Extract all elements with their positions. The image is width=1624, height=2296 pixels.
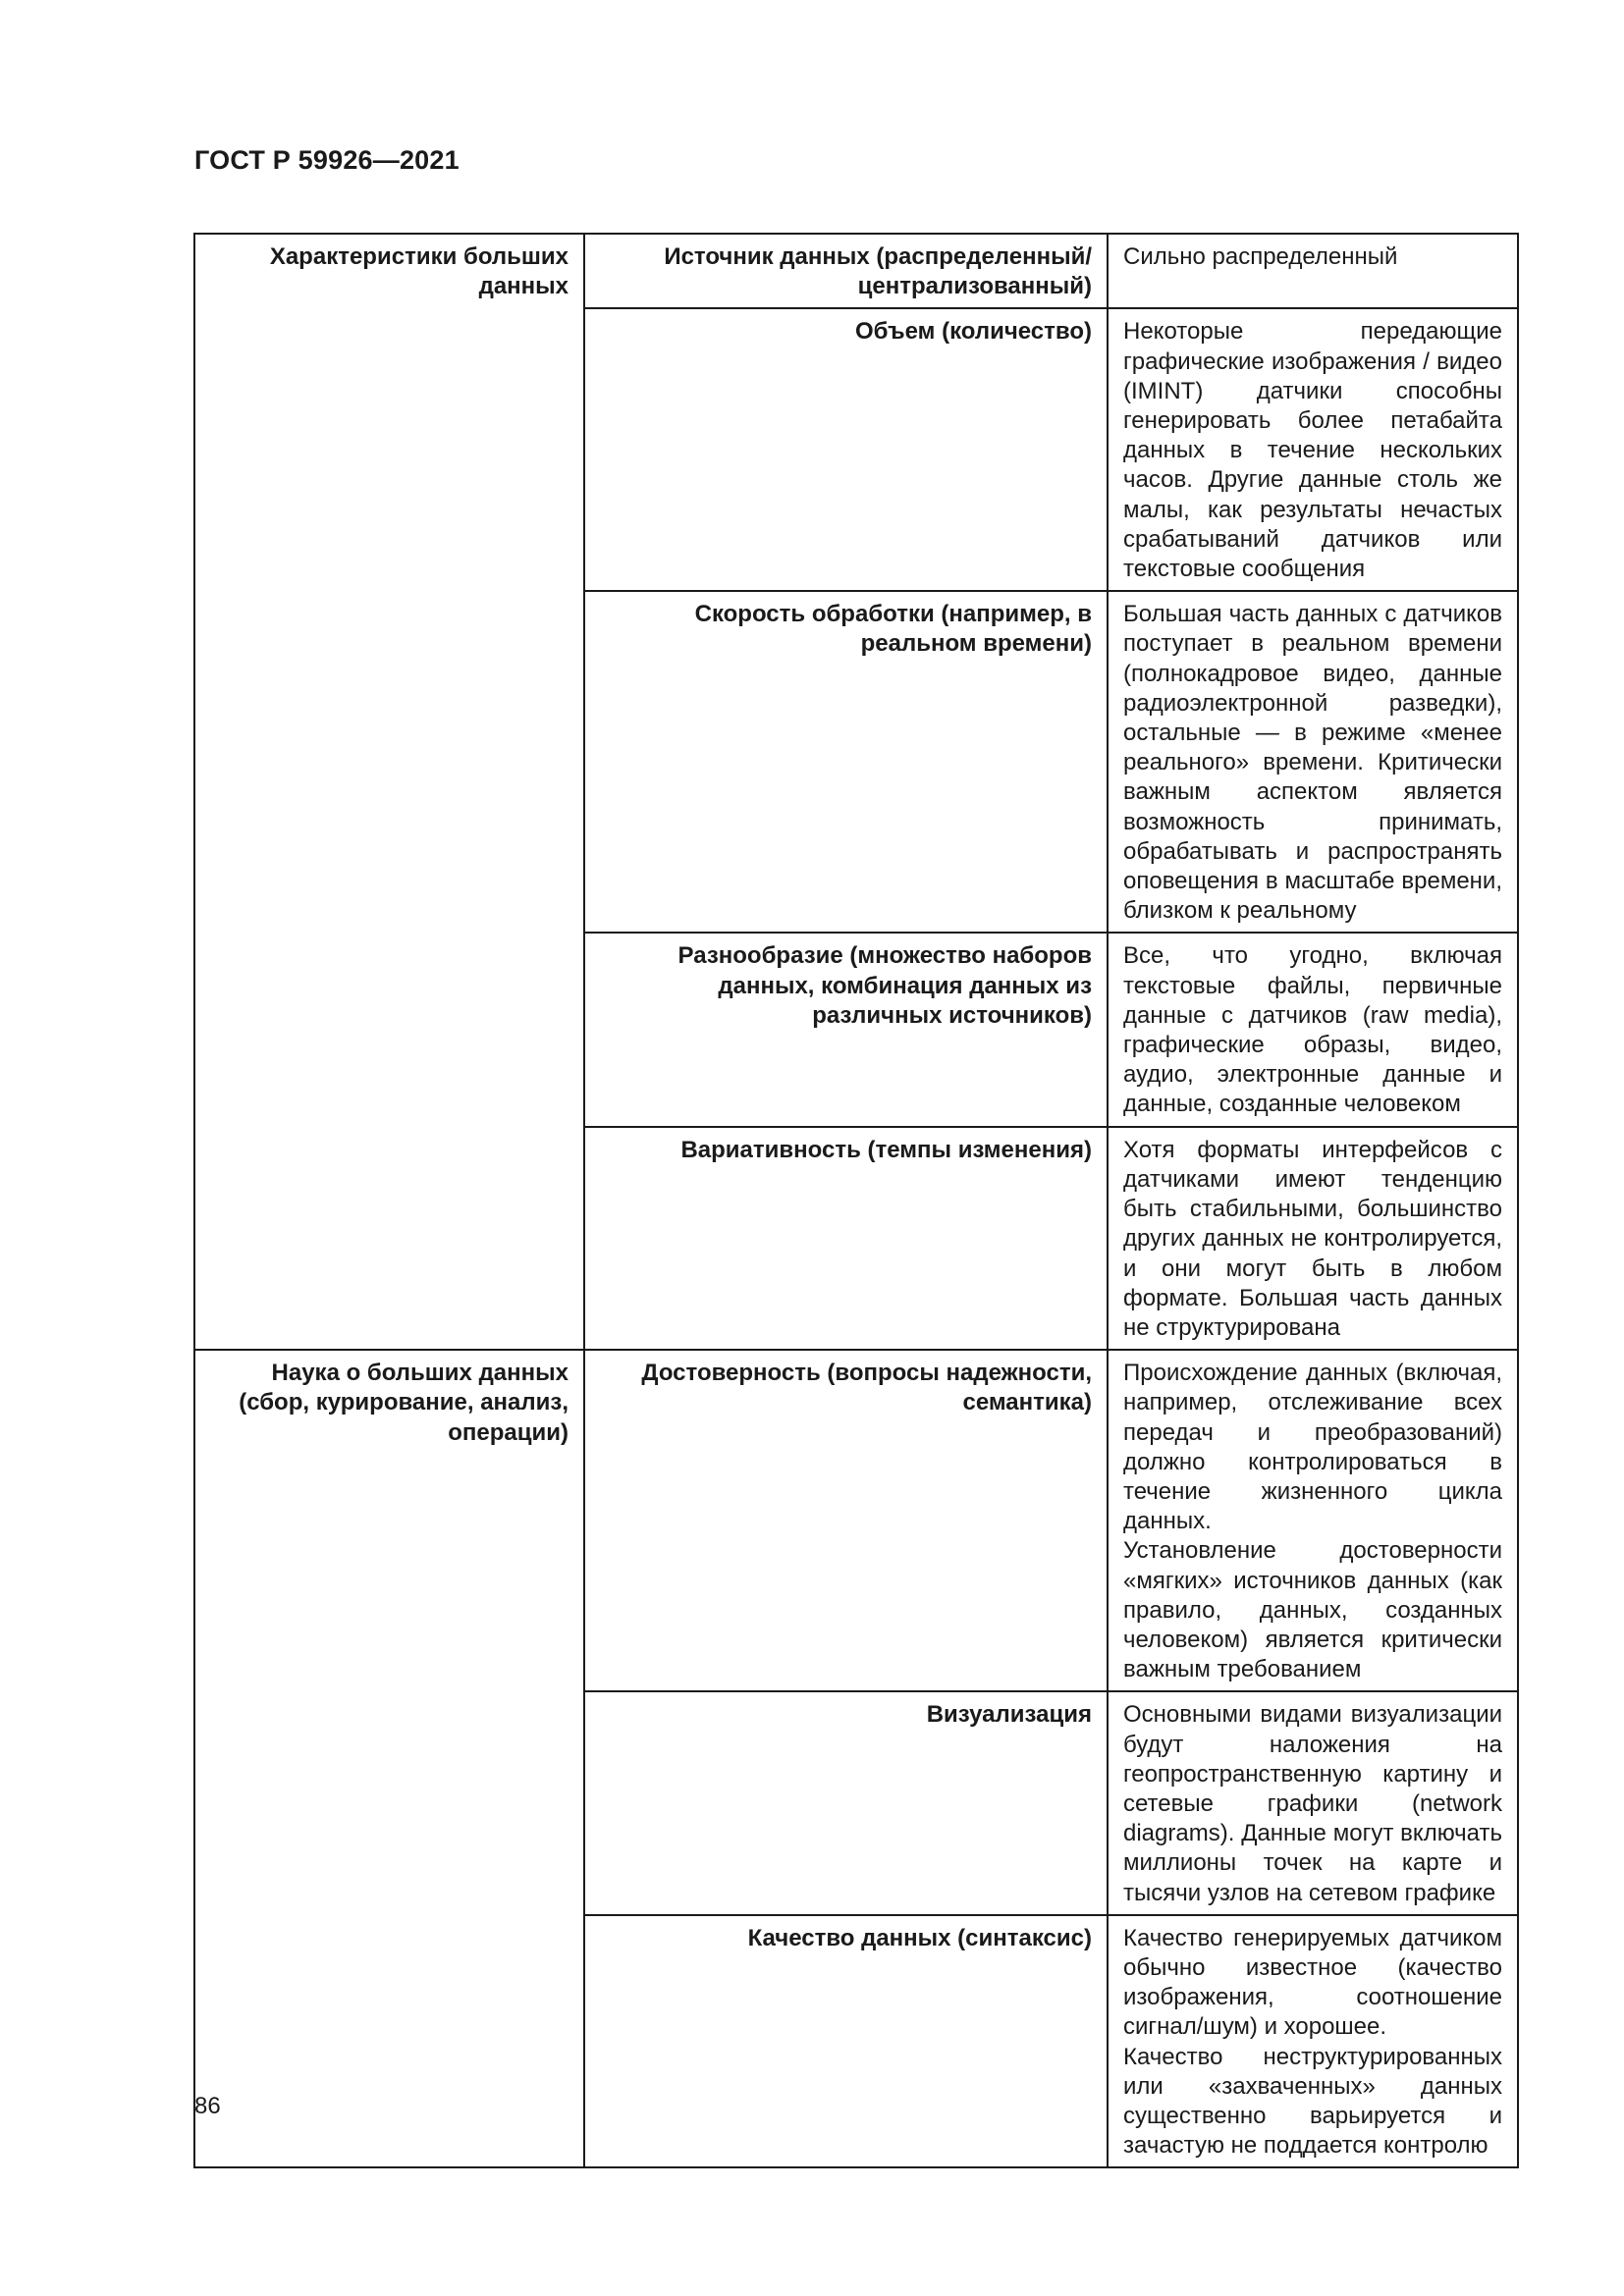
page-number: 86 [194, 2093, 221, 2119]
description-cell: Все, что угодно, включая текстовые файлы, первичные данные с датчиков (raw media), графические образы, видео, аудио, электронные данные и данные, созданные человеком [1108, 933, 1518, 1126]
table-row [194, 1350, 1518, 1691]
description-cell [1108, 1915, 1518, 2168]
page-header: ГОСТ Р 59926—2021 [194, 145, 460, 175]
description-cell: Некоторые передающие графические изображения / видео (IMINT) датчики способны генерировать более петабайта данных в течение нескольких часов. Другие данные столь же малы, как результаты нечастых срабатываний датчиков или текстовые сообщения [1108, 308, 1518, 591]
description-cell: Хотя форматы интерфейсов с датчиками имеют тенденцию быть стабильными, большинство других данных не контролируется, и они могут быть в любом формате. Большая часть данных не структурирована [1108, 1127, 1518, 1350]
characteristic-cell: Визуализация [584, 1691, 1108, 1914]
description-paragraph: Качество неструктурированных или «захваченных» данных существенно варьируется и зачастую не поддается контролю [1123, 2043, 1502, 2160]
characteristic-cell: Объем (количество) [584, 308, 1108, 591]
characteristic-cell: Источник данных (распределенный/ централизованный) [584, 234, 1108, 308]
characteristic-cell: Вариативность (темпы изменения) [584, 1127, 1108, 1350]
description-cell: Сильно распределенный [1108, 234, 1518, 308]
group-label: Характеристики больших данных [194, 234, 584, 1350]
description-cell: Большая часть данных с датчиков поступает в реальном времени (полнокадровое видео, данные радиоэлектронной разведки), остальные — в режиме «менее реального» времени. Критически важным аспектом является возможность принимать, обрабатывать и распространять оповещения в масштабе времени, близком к реальному [1108, 591, 1518, 933]
characteristic-cell: Скорость обработки (например, в реальном времени) [584, 591, 1108, 933]
characteristic-cell: Разнообразие (множество наборов данных, комбинация данных из различных источников) [584, 933, 1108, 1126]
table-row [194, 234, 1518, 308]
characteristics-table [193, 233, 1519, 2168]
characteristic-cell: Качество данных (синтаксис) [584, 1915, 1108, 2168]
group-label: Наука о больших данных (сбор, курирование, анализ, операции) [194, 1350, 584, 2167]
description-paragraph: Установление достоверности «мягких» источников данных (как правило, данных, созданных человеком) является критически важным требованием [1123, 1537, 1502, 1683]
description-paragraph: Происхождение данных (включая, например, отслеживание всех передач и преобразований) должно контролироваться в течение жизненного цикла данных. [1123, 1360, 1502, 1535]
characteristic-cell: Достоверность (вопросы надежности, семантика) [584, 1350, 1108, 1691]
description-cell: Основными видами визуализации будут наложения на геопространственную картину и сетевые графики (network diagrams). Данные могут включать миллионы точек на карте и тысячи узлов на сетевом графике [1108, 1691, 1518, 1914]
description-paragraph: Качество генерируемых датчиком обычно известное (качество изображения, соотношение сигнал/шум) и хорошее. [1123, 1924, 1502, 2041]
description-cell [1108, 1350, 1518, 1691]
